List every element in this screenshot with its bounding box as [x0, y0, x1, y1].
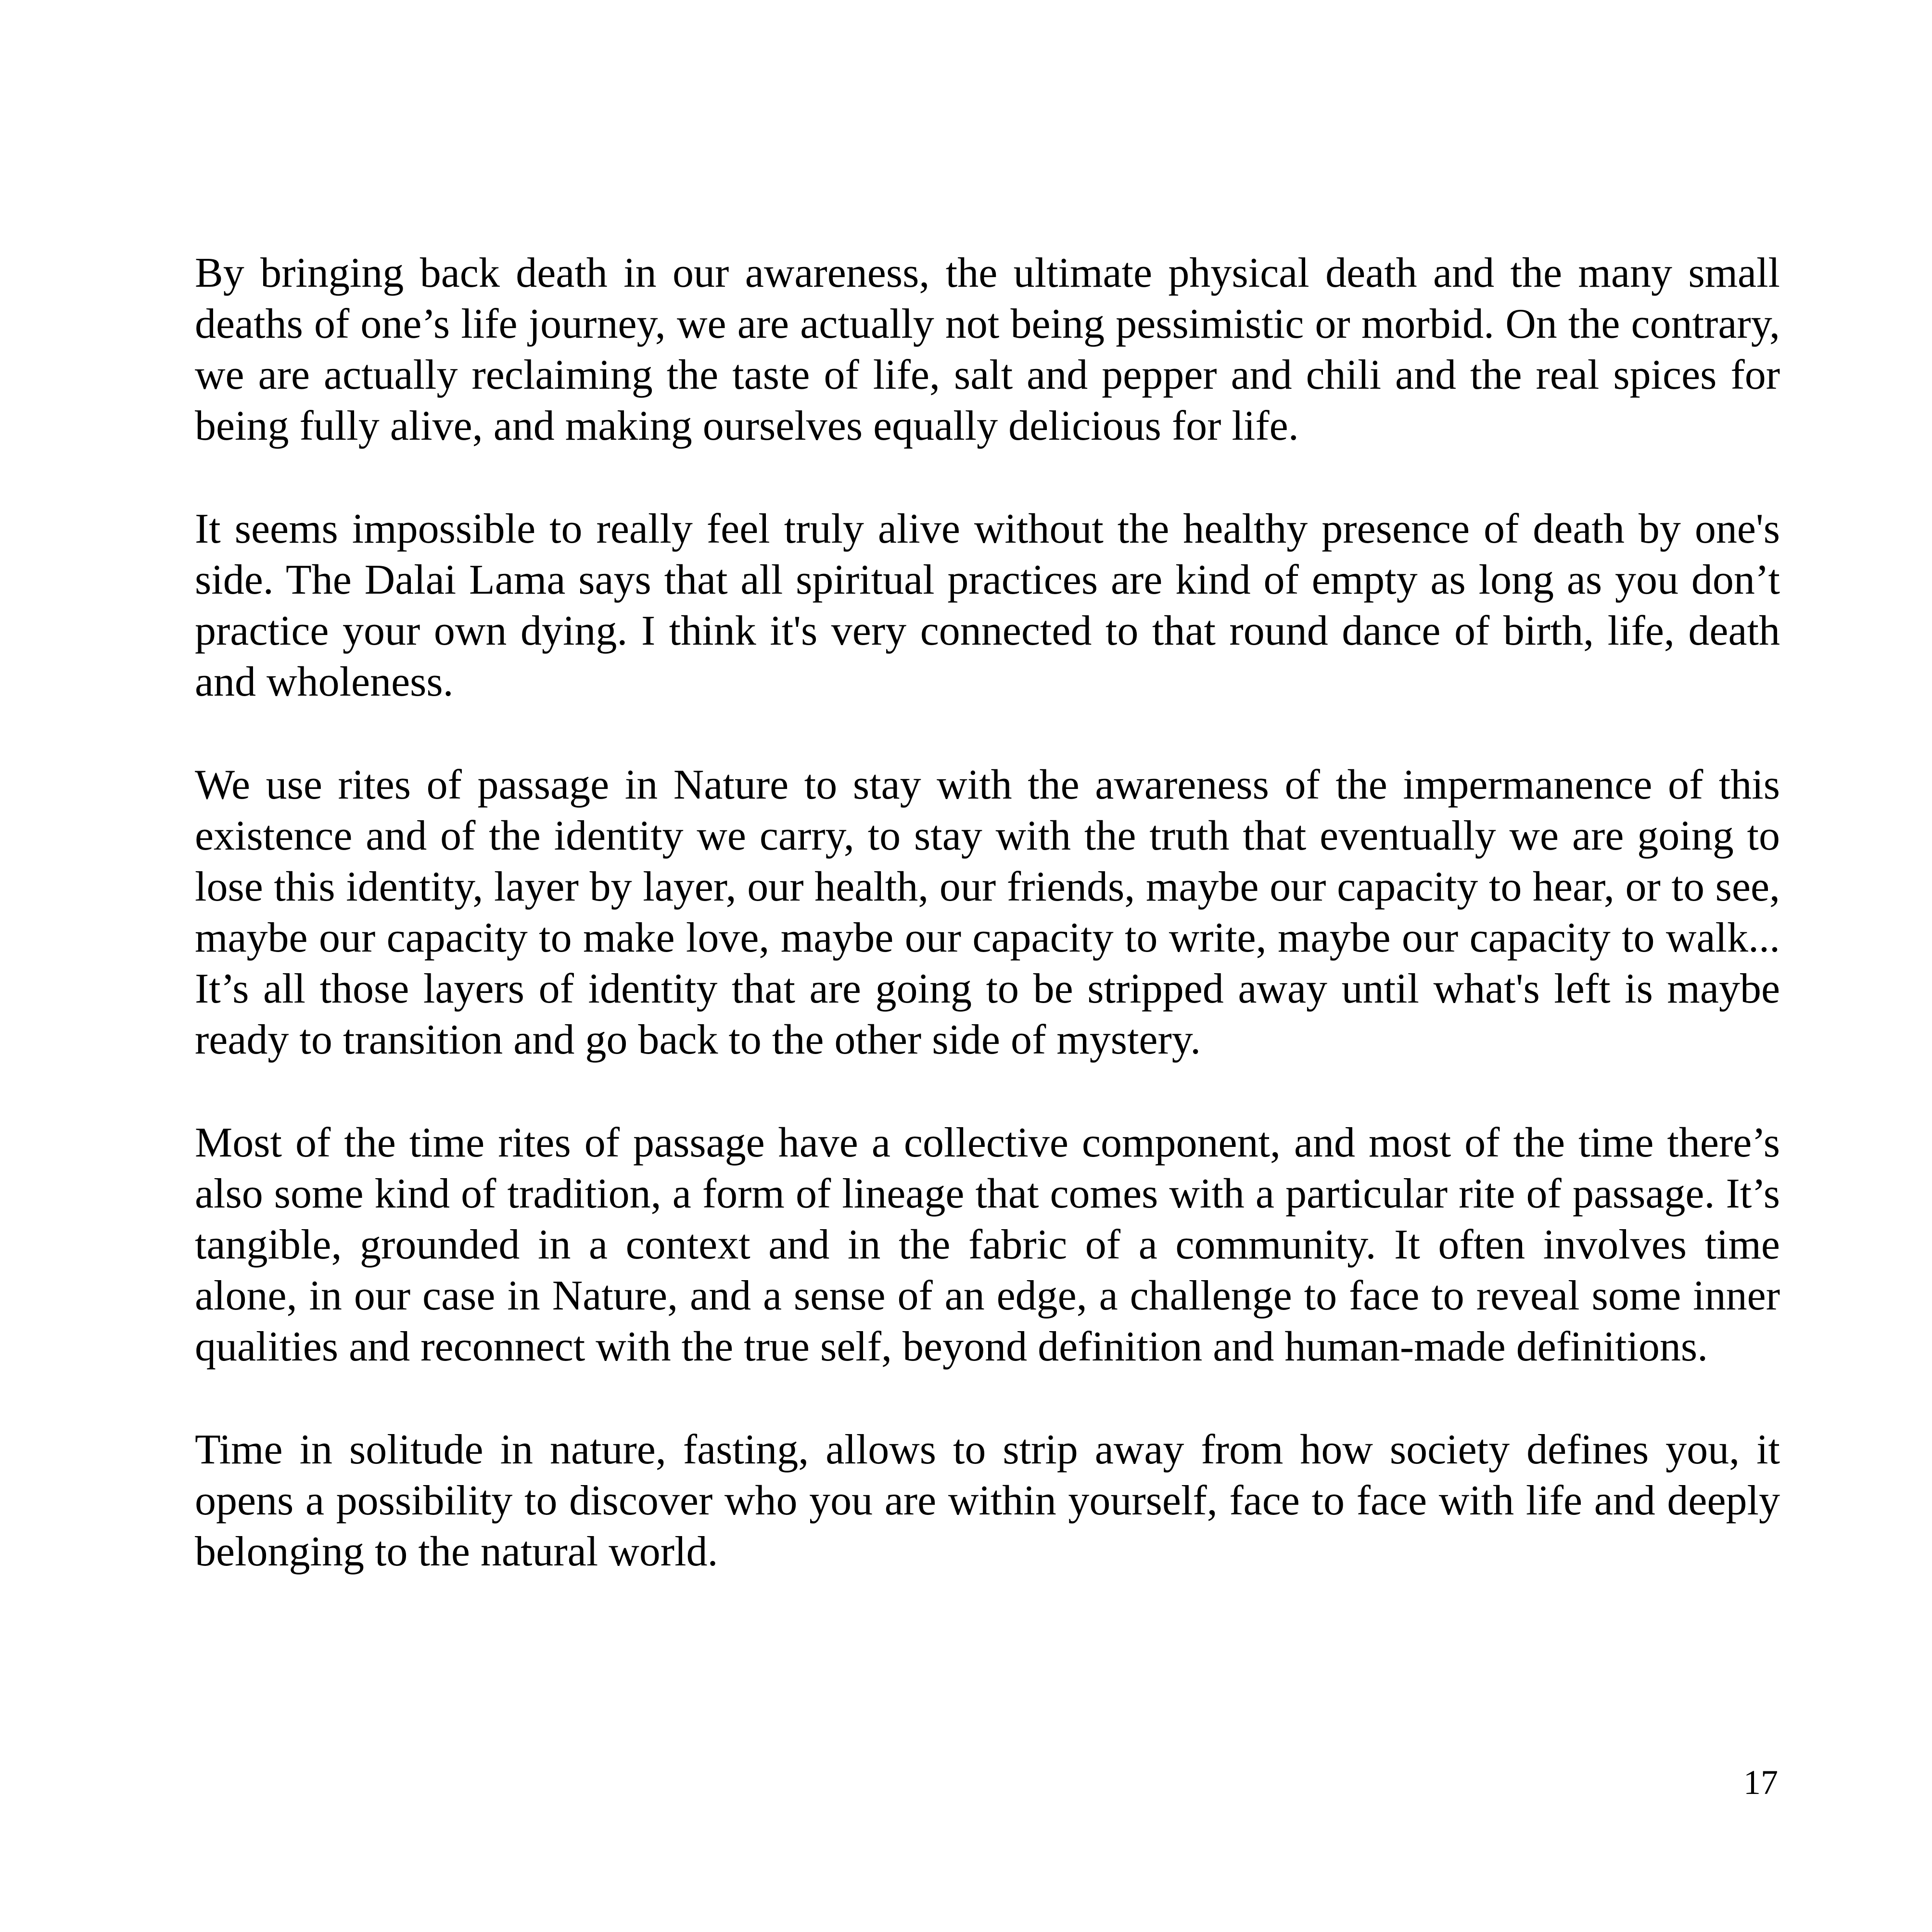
paragraph-4: Most of the time rites of passage have a collective component, and most of the time there’s also some kind of tradition, a form of lineage that comes with a particular rite of passage. It’s tangible, grounded in a context and in the fabric of a community. It often involves time alone, in our case in Nature, and a sense of an edge, a challenge to face to reveal some inner qualities and reconnect with the true self, beyond definition and human-made definitions.: [195, 1119, 1780, 1370]
body-text: [195, 248, 1780, 1629]
paragraph-1: By bringing back death in our awareness, the ultimate physical death and the many small deaths of one’s life journey, we are actually not being pessimistic or morbid. On the contrary, we are actually reclaiming the taste of life, salt and pepper and chili and the real spices for being fully alive, and making ourselves equally delicious for life.: [195, 250, 1780, 449]
page-number: 17: [1743, 1763, 1778, 1802]
paragraph-3: We use rites of passage in Nature to stay with the awareness of the impermanence of this existence and of the identity we carry, to stay with the truth that eventually we are going to lose this identity, layer by layer, our health, our friends, maybe our capacity to hear, or to see, maybe our capacity to make love, maybe our capacity to write, maybe our capacity to walk... It’s all those layers of identity that are going to be stripped away until what's left is maybe ready to transition and go back to the other side of mystery.: [195, 762, 1780, 1063]
paragraph-2: It seems impossible to really feel truly alive without the healthy presence of death by one's side. The Dalai Lama says that all spiritual practices are kind of empty as long as you don’t practice your own dying. I think it's very connected to that round dance of birth, life, death and wholeness.: [195, 506, 1780, 705]
paragraph-5: Time in solitude in nature, fasting, allows to strip away from how society defines you, it opens a possibility to discover who you are within yourself, face to face with life and deeply belonging to the natural world.: [195, 1426, 1780, 1575]
